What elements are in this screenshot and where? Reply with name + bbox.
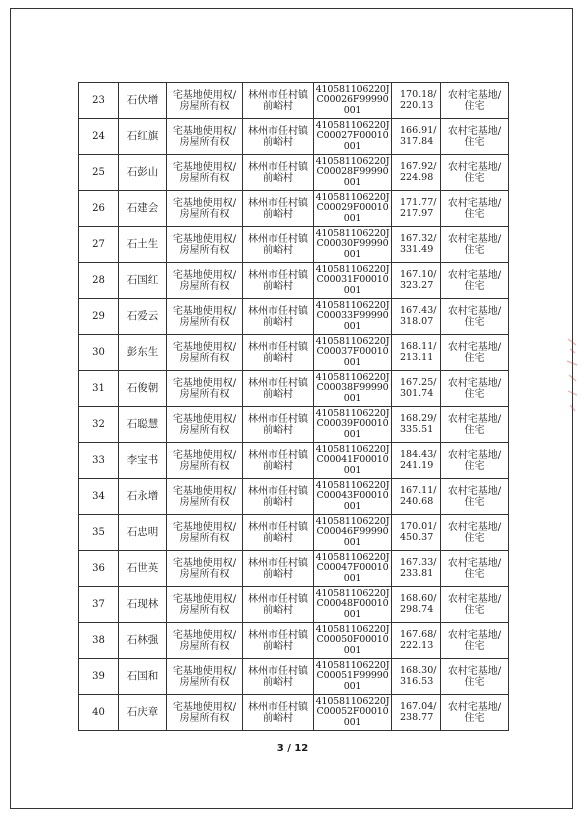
area-value-cell: 167.25/ 301.74 [392,371,441,407]
row-number-cell: 29 [79,299,119,335]
row-number-cell: 25 [79,155,119,191]
area-value-cell: 168.30/ 316.53 [392,659,441,695]
owner-name-cell: 石世英 [119,551,167,587]
row-number-cell: 23 [79,83,119,119]
area-value-cell: 167.10/ 323.27 [392,263,441,299]
location-cell: 林州市任村镇 前峪村 [243,587,314,623]
unit-code-cell: 410581106220J C00027F00010 001 [314,119,392,155]
table-row [79,263,509,299]
right-type-cell: 宅基地使用权/ 房屋所有权 [167,299,243,335]
owner-name-cell: 石俊朝 [119,371,167,407]
area-value-cell: 167.43/ 318.07 [392,299,441,335]
location-cell: 林州市任村镇 前峪村 [243,191,314,227]
owner-name-cell: 石林强 [119,623,167,659]
row-number-cell: 30 [79,335,119,371]
usage-type-cell: 农村宅基地/ 住宅 [441,623,509,659]
unit-code-cell: 410581106220J C00052F00010 001 [314,695,392,731]
row-number-cell: 40 [79,695,119,731]
right-type-cell: 宅基地使用权/ 房屋所有权 [167,227,243,263]
area-value-cell: 167.33/ 233.81 [392,551,441,587]
unit-code-cell: 410581106220J C00029F00010 001 [314,191,392,227]
location-cell: 林州市任村镇 前峪村 [243,695,314,731]
location-cell: 林州市任村镇 前峪村 [243,659,314,695]
table-row [79,659,509,695]
table-row [79,695,509,731]
owner-name-cell: 石彭山 [119,155,167,191]
usage-type-cell: 农村宅基地/ 住宅 [441,191,509,227]
unit-code-cell: 410581106220J C00050F00010 001 [314,623,392,659]
right-type-cell: 宅基地使用权/ 房屋所有权 [167,695,243,731]
usage-type-cell: 农村宅基地/ 住宅 [441,659,509,695]
usage-type-cell: 农村宅基地/ 住宅 [441,227,509,263]
row-number-cell: 35 [79,515,119,551]
right-type-cell: 宅基地使用权/ 房屋所有权 [167,479,243,515]
row-number-cell: 38 [79,623,119,659]
unit-code-cell: 410581106220J C00048F00010 001 [314,587,392,623]
unit-code-cell: 410581106220J C00047F00010 001 [314,551,392,587]
owner-name-cell: 石国红 [119,263,167,299]
location-cell: 林州市任村镇 前峪村 [243,299,314,335]
row-number-cell: 32 [79,407,119,443]
right-type-cell: 宅基地使用权/ 房屋所有权 [167,335,243,371]
unit-code-cell: 410581106220J C00038F99990 001 [314,371,392,407]
owner-name-cell: 石现林 [119,587,167,623]
table-row [79,623,509,659]
right-type-cell: 宅基地使用权/ 房屋所有权 [167,191,243,227]
table-row [79,155,509,191]
right-type-cell: 宅基地使用权/ 房屋所有权 [167,659,243,695]
area-value-cell: 171.77/ 217.97 [392,191,441,227]
row-number-cell: 37 [79,587,119,623]
table-row [79,551,509,587]
location-cell: 林州市任村镇 前峪村 [243,551,314,587]
owner-name-cell: 石聪慧 [119,407,167,443]
table-row [79,83,509,119]
owner-name-cell: 石红旗 [119,119,167,155]
location-cell: 林州市任村镇 前峪村 [243,443,314,479]
unit-code-cell: 410581106220J C00033F99990 001 [314,299,392,335]
area-value-cell: 167.68/ 222.13 [392,623,441,659]
unit-code-cell: 410581106220J C00030F99990 001 [314,227,392,263]
table-row [79,119,509,155]
unit-code-cell: 410581106220J C00028F99990 001 [314,155,392,191]
right-type-cell: 宅基地使用权/ 房屋所有权 [167,551,243,587]
location-cell: 林州市任村镇 前峪村 [243,83,314,119]
location-cell: 林州市任村镇 前峪村 [243,515,314,551]
row-number-cell: 24 [79,119,119,155]
table-row [79,299,509,335]
table-row [79,227,509,263]
area-value-cell: 184.43/ 241.19 [392,443,441,479]
location-cell: 林州市任村镇 前峪村 [243,155,314,191]
usage-type-cell: 农村宅基地/ 住宅 [441,83,509,119]
right-type-cell: 宅基地使用权/ 房屋所有权 [167,407,243,443]
owner-name-cell: 石忠明 [119,515,167,551]
usage-type-cell: 农村宅基地/ 住宅 [441,587,509,623]
right-type-cell: 宅基地使用权/ 房屋所有权 [167,83,243,119]
owner-name-cell: 李宝书 [119,443,167,479]
location-cell: 林州市任村镇 前峪村 [243,371,314,407]
right-type-cell: 宅基地使用权/ 房屋所有权 [167,623,243,659]
area-value-cell: 167.04/ 238.77 [392,695,441,731]
usage-type-cell: 农村宅基地/ 住宅 [441,371,509,407]
table-row [79,479,509,515]
owner-name-cell: 石庆章 [119,695,167,731]
red-seal-stamp [565,335,579,415]
location-cell: 林州市任村镇 前峪村 [243,479,314,515]
unit-code-cell: 410581106220J C00031F00010 001 [314,263,392,299]
owner-name-cell: 石建会 [119,191,167,227]
location-cell: 林州市任村镇 前峪村 [243,407,314,443]
location-cell: 林州市任村镇 前峪村 [243,227,314,263]
usage-type-cell: 农村宅基地/ 住宅 [441,263,509,299]
owner-name-cell: 石土生 [119,227,167,263]
usage-type-cell: 农村宅基地/ 住宅 [441,155,509,191]
table-row [79,407,509,443]
usage-type-cell: 农村宅基地/ 住宅 [441,119,509,155]
seal-fragment-icon [565,335,579,415]
area-value-cell: 167.92/ 224.98 [392,155,441,191]
unit-code-cell: 410581106220J C00041F00010 001 [314,443,392,479]
right-type-cell: 宅基地使用权/ 房屋所有权 [167,587,243,623]
row-number-cell: 36 [79,551,119,587]
page-number: 3 / 12 [276,743,309,754]
table-row [79,191,509,227]
right-type-cell: 宅基地使用权/ 房屋所有权 [167,371,243,407]
unit-code-cell: 410581106220J C00026F99990 001 [314,83,392,119]
registry-table [78,82,509,731]
usage-type-cell: 农村宅基地/ 住宅 [441,479,509,515]
usage-type-cell: 农村宅基地/ 住宅 [441,515,509,551]
right-type-cell: 宅基地使用权/ 房屋所有权 [167,443,243,479]
owner-name-cell: 石爱云 [119,299,167,335]
usage-type-cell: 农村宅基地/ 住宅 [441,551,509,587]
row-number-cell: 27 [79,227,119,263]
table-row [79,335,509,371]
right-type-cell: 宅基地使用权/ 房屋所有权 [167,155,243,191]
usage-type-cell: 农村宅基地/ 住宅 [441,299,509,335]
area-value-cell: 166.91/ 317.84 [392,119,441,155]
table-row [79,443,509,479]
area-value-cell: 168.11/ 213.11 [392,335,441,371]
row-number-cell: 26 [79,191,119,227]
usage-type-cell: 农村宅基地/ 住宅 [441,443,509,479]
unit-code-cell: 410581106220J C00037F00010 001 [314,335,392,371]
area-value-cell: 170.18/ 220.13 [392,83,441,119]
right-type-cell: 宅基地使用权/ 房屋所有权 [167,263,243,299]
area-value-cell: 168.29/ 335.51 [392,407,441,443]
area-value-cell: 167.11/ 240.68 [392,479,441,515]
row-number-cell: 31 [79,371,119,407]
area-value-cell: 168.60/ 298.74 [392,587,441,623]
owner-name-cell: 彭东生 [119,335,167,371]
table-row [79,515,509,551]
usage-type-cell: 农村宅基地/ 住宅 [441,335,509,371]
owner-name-cell: 石伏增 [119,83,167,119]
location-cell: 林州市任村镇 前峪村 [243,335,314,371]
unit-code-cell: 410581106220J C00046F99990 001 [314,515,392,551]
area-value-cell: 167.32/ 331.49 [392,227,441,263]
row-number-cell: 39 [79,659,119,695]
area-value-cell: 170.01/ 450.37 [392,515,441,551]
location-cell: 林州市任村镇 前峪村 [243,263,314,299]
owner-name-cell: 石永增 [119,479,167,515]
registry-rows [79,83,509,731]
usage-type-cell: 农村宅基地/ 住宅 [441,407,509,443]
unit-code-cell: 410581106220J C00039F00010 001 [314,407,392,443]
row-number-cell: 28 [79,263,119,299]
table-row [79,587,509,623]
location-cell: 林州市任村镇 前峪村 [243,623,314,659]
row-number-cell: 34 [79,479,119,515]
owner-name-cell: 石国和 [119,659,167,695]
unit-code-cell: 410581106220J C00051F99990 001 [314,659,392,695]
table-row [79,371,509,407]
right-type-cell: 宅基地使用权/ 房屋所有权 [167,515,243,551]
row-number-cell: 33 [79,443,119,479]
right-type-cell: 宅基地使用权/ 房屋所有权 [167,119,243,155]
unit-code-cell: 410581106220J C00043F00010 001 [314,479,392,515]
usage-type-cell: 农村宅基地/ 住宅 [441,695,509,731]
location-cell: 林州市任村镇 前峪村 [243,119,314,155]
